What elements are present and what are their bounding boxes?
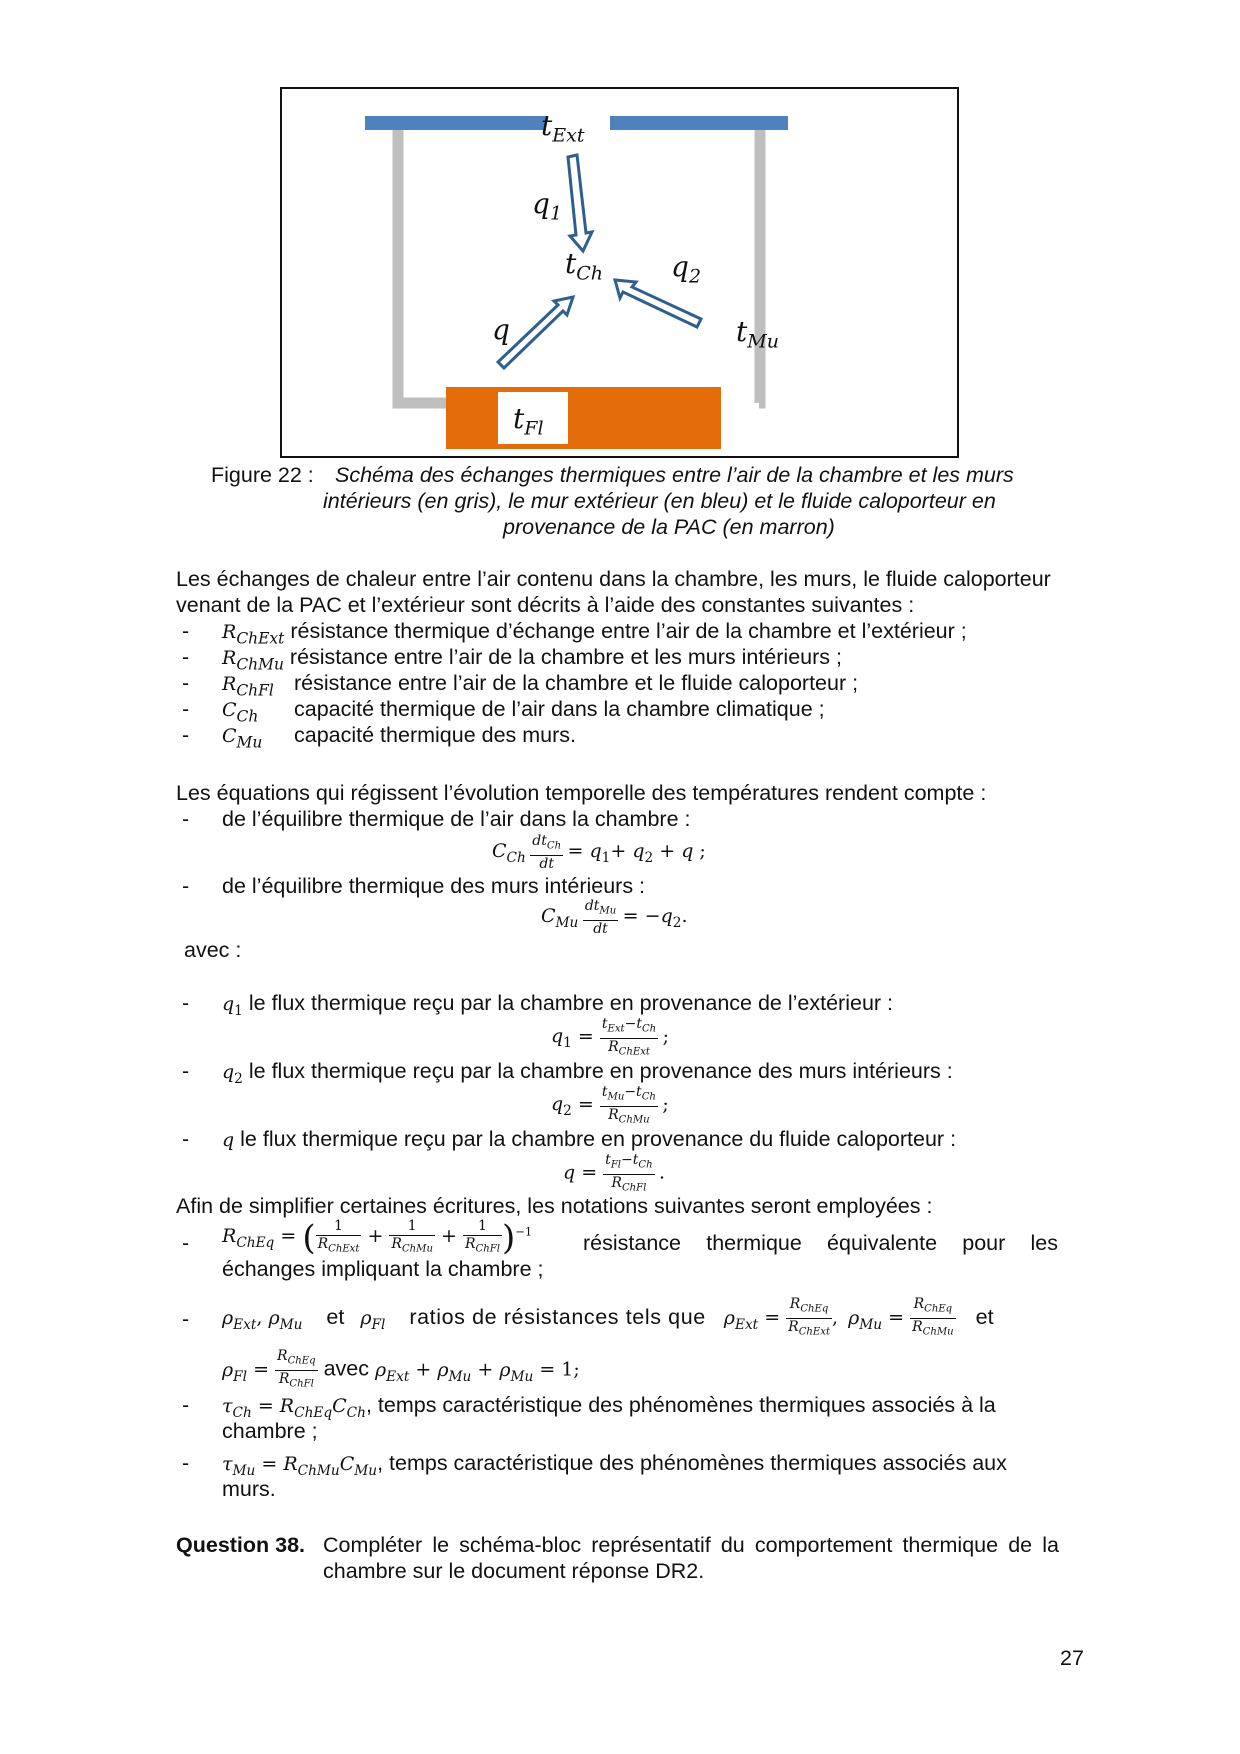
- fluid-bar: [446, 387, 721, 449]
- bullet: -: [182, 1231, 190, 1255]
- heat-exchange-diagram: [280, 87, 959, 458]
- constant-desc: résistance entre l’air de la chambre et le fluide caloporteur ;: [294, 671, 859, 695]
- constant-item: $R_{ChFl}$: [222, 673, 274, 700]
- rho-line: $\rho_{Ext}$, $\rho_{Mu}$ et $\rho_{Fl}$ ratios de résistances tels que $\rho_{Ext}$ = $\frac{R_{ChEq}}{R_{ChExt}}$ , $\rho_{Mu}$ = $\frac{R_{ChEq}}{R_{ChMu}}$ et: [222, 1296, 994, 1338]
- bullet: -: [182, 1451, 190, 1475]
- eq-bullet-2: de l’équilibre thermique des murs intérieurs :: [222, 874, 646, 898]
- label-t-ext: $t_{Ext}$: [541, 109, 585, 147]
- bullet: -: [182, 1127, 190, 1151]
- bullet: -: [182, 874, 190, 898]
- bullet: -: [182, 723, 190, 747]
- constant-desc: capacité thermique des murs.: [294, 723, 577, 747]
- q1-definition: $q_1$ le flux thermique reçu par la chambre en provenance de l’extérieur :: [222, 991, 894, 1019]
- outer-wall-right: [610, 116, 788, 130]
- equation-mu: $C_{Mu}$ $\frac{dt_{Mu}}{dt}$ = $-q_2$.: [541, 898, 688, 937]
- question-line-2: chambre sur le document réponse DR2.: [323, 1559, 705, 1583]
- label-t-ch: $t_{Ch}$: [565, 247, 604, 285]
- rho-line-2: $\rho_{Fl}$ = $\frac{R_{ChEq}}{R_{ChFl}}$ avec $\rho_{Ext} + \rho_{Mu} + \rho_{Mu} = 1$;: [222, 1348, 580, 1390]
- tau-mu-line-2: murs.: [222, 1477, 276, 1501]
- eq-bullet-1: de l’équilibre thermique de l’air dans la chambre :: [222, 807, 691, 831]
- req-description-2: échanges impliquant la chambre ;: [222, 1257, 544, 1281]
- question-label: Question 38.: [176, 1533, 306, 1557]
- bullet: -: [182, 1307, 190, 1331]
- tau-ch-line-2: chambre ;: [222, 1419, 318, 1443]
- constant-item: $R_{ChExt}$ résistance thermique d’échange entre l’air de la chambre et l’extérieur ;: [222, 619, 967, 648]
- q-definition: q le flux thermique reçu par la chambre en provenance du fluide caloporteur :: [222, 1127, 957, 1151]
- constant-item: $C_{Mu}$: [222, 725, 263, 752]
- intro-line-2: venant de la PAC et l’extérieur sont décrits à l’aide des constantes suivantes :: [176, 593, 915, 617]
- label-q1: $q_1$: [532, 187, 563, 225]
- bullet: -: [182, 1059, 190, 1083]
- question-line-1: Compléter le schéma-bloc représentatif du comportement thermique de la: [323, 1533, 1059, 1557]
- bullet: -: [182, 1393, 190, 1417]
- equation-q: q = $\frac{t_{Fl}-t_{Ch}}{R_{ChFl}}$ .: [563, 1152, 666, 1194]
- equations-intro: Les équations qui régissent l’évolution temporelle des températures rendent compte :: [176, 781, 987, 805]
- label-q2: $q_2$: [671, 250, 702, 288]
- label-t-fl: $t_{Fl}$: [513, 402, 544, 440]
- constant-item: $C_{Ch}$: [222, 699, 259, 726]
- bullet: -: [182, 991, 190, 1015]
- outer-wall-left: [365, 116, 546, 130]
- figure-caption-line-1: Schéma des échanges thermiques entre l’air de la chambre et les murs: [335, 463, 1014, 487]
- figure-caption-line-3: provenance de la PAC (en marron): [503, 515, 835, 539]
- bullet: -: [182, 645, 190, 669]
- equation-q1: $q_1$ = $\frac{t_{Ext}-t_{Ch}}{R_{ChExt}}$ ;: [551, 1016, 670, 1058]
- constant-desc: capacité thermique de l’air dans la chambre climatique ;: [294, 697, 825, 721]
- figure-caption-line-2: intérieurs (en gris), le mur extérieur (en bleu) et le fluide caloporteur en: [323, 489, 996, 513]
- equation-ch: $C_{Ch}$ $\frac{dt_{Ch}}{dt}$ = $q_1+ q_2 + q$ ;: [492, 833, 706, 872]
- constant-item: -: [182, 619, 190, 643]
- bullet: -: [182, 807, 190, 831]
- page-number: 27: [1060, 1646, 1084, 1670]
- figure-caption-number: Figure 22 :: [211, 463, 314, 487]
- equation-q2: $q_2$ = $\frac{t_{Mu}-t_{Ch}}{R_{ChMu}}$ ;: [551, 1084, 669, 1126]
- intro-line-1: Les échanges de chaleur entre l’air contenu dans la chambre, les murs, le fluide caloporteur: [176, 567, 1051, 591]
- notations-intro: Afin de simplifier certaines écritures, les notations suivantes seront employées :: [176, 1194, 933, 1218]
- label-q: q: [492, 313, 510, 346]
- figure-diagram: [280, 87, 959, 458]
- bullet: -: [182, 671, 190, 695]
- equation-req: $R_{ChEq}$ = ( $\frac{1}{R_{ChExt}}$ + $\frac{1}{R_{ChMu}}$ + $\frac{1}{R_{ChFl}}$ )$^{-1}$: [222, 1218, 533, 1258]
- label-t-mu: $t_{Mu}$: [736, 315, 779, 353]
- constant-item: $R_{ChMu}$ résistance entre l’air de la chambre et les murs intérieurs ;: [222, 645, 842, 674]
- tau-ch-line: $\tau_{Ch} = R_{ChEq}C_{Ch}$, temps caractéristique des phénomènes thermiques associés à la: [222, 1393, 996, 1421]
- bullet: -: [182, 697, 190, 721]
- req-description: résistance thermique équivalente pour les: [583, 1231, 1058, 1255]
- q2-definition: $q_2$ le flux thermique reçu par la chambre en provenance des murs intérieurs :: [222, 1059, 953, 1087]
- tau-mu-line: $\tau_{Mu} = R_{ChMu}C_{Mu}$, temps caractéristique des phénomènes thermiques associés aux: [222, 1451, 1007, 1479]
- avec-label: avec :: [184, 938, 242, 962]
